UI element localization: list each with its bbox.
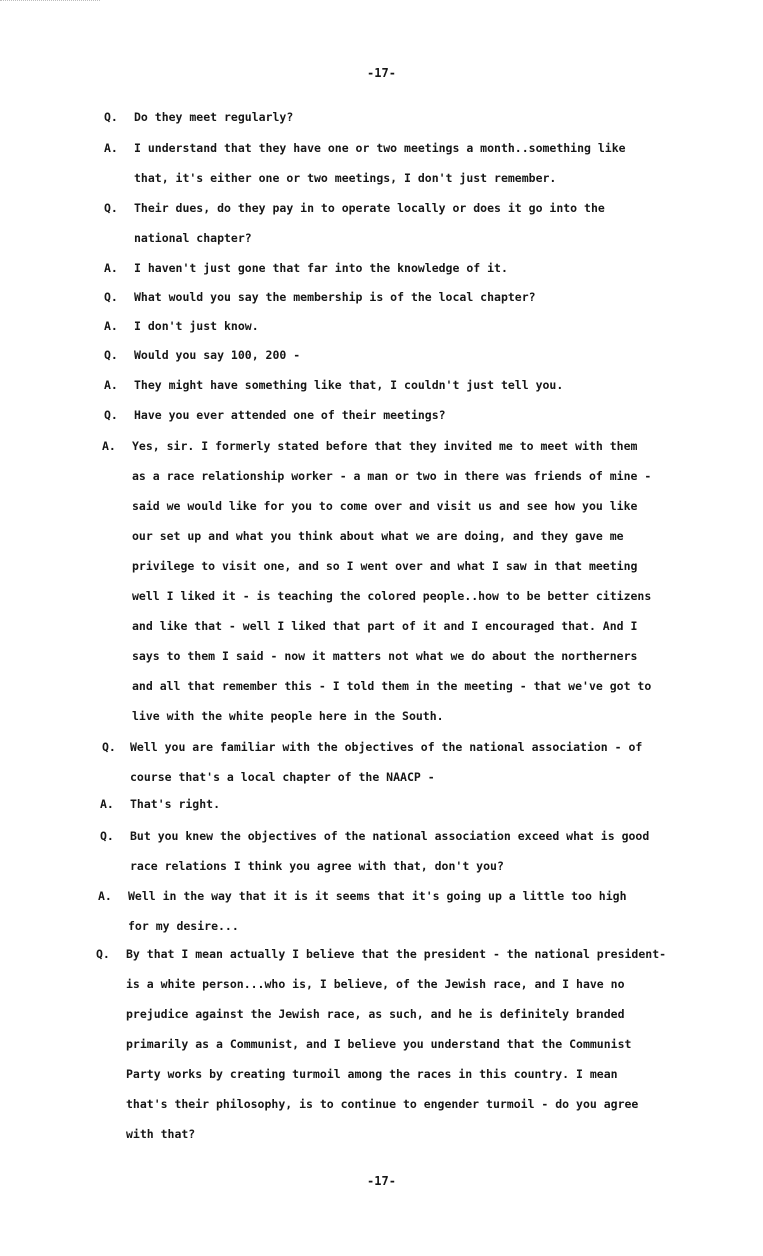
text-line: live with the white people here in the South. (132, 709, 444, 723)
text-line: I understand that they have one or two meetings a month..something like (134, 141, 626, 155)
text-line: privilege to visit one, and so I went over and what I saw in that meeting (132, 559, 638, 573)
text-line: Well you are familiar with the objectives of the national association - of (130, 740, 643, 754)
speaker-label: Q. (104, 290, 118, 304)
page-number-top: -17- (367, 66, 396, 80)
text-line: They might have something like that, I couldn't just tell you. (134, 378, 564, 392)
text-line: with that? (126, 1127, 196, 1141)
speaker-label: A. (102, 439, 116, 453)
text-line: Well in the way that it is it seems that it's going up a little too high (128, 889, 627, 903)
speaker-label: A. (104, 141, 118, 155)
speaker-label: Q. (100, 829, 114, 843)
text-line: that, it's either one or two meetings, I don't just remember. (134, 171, 557, 185)
text-line: I haven't just gone that far into the knowledge of it. (134, 261, 508, 275)
text-line: Do they meet regularly? (134, 110, 294, 124)
text-line: well I liked it - is teaching the colored people..how to be better citizens (132, 589, 652, 603)
speaker-label: Q. (104, 201, 118, 215)
text-line: But you knew the objectives of the national association exceed what is good (130, 829, 650, 843)
speaker-label: Q. (96, 947, 110, 961)
speaker-label: A. (104, 378, 118, 392)
text-line: That's right. (130, 797, 221, 811)
text-line: Their dues, do they pay in to operate locally or does it go into the (134, 201, 605, 215)
text-line: is a white person...who is, I believe, of the Jewish race, and I have no (126, 977, 625, 991)
text-line: By that I mean actually I believe that the president - the national president- (126, 947, 667, 961)
text-line: and all that remember this - I told them in the meeting - that we've got to (132, 679, 652, 693)
text-line: prejudice against the Jewish race, as such, and he is definitely branded (126, 1007, 625, 1021)
text-line: that's their philosophy, is to continue to engender turmoil - do you agree (126, 1097, 639, 1111)
speaker-label: A. (104, 261, 118, 275)
speaker-label: A. (98, 889, 112, 903)
speaker-label: Q. (104, 348, 118, 362)
speaker-label: A. (104, 319, 118, 333)
page-number-bottom: -17- (367, 1174, 396, 1188)
text-line: for my desire... (128, 919, 239, 933)
text-line: I don't just know. (134, 319, 259, 333)
text-line: Have you ever attended one of their meetings? (134, 408, 446, 422)
scan-edge-marks (0, 0, 100, 3)
text-line: said we would like for you to come over and visit us and see how you like (132, 499, 638, 513)
text-line: and like that - well I liked that part of it and I encouraged that. And I (132, 619, 638, 633)
text-line: as a race relationship worker - a man or two in there was friends of mine - (132, 469, 652, 483)
text-line: says to them I said - now it matters not what we do about the northerners (132, 649, 638, 663)
text-line: national chapter? (134, 231, 252, 245)
speaker-label: A. (100, 797, 114, 811)
text-line: Party works by creating turmoil among the races in this country. I mean (126, 1067, 618, 1081)
speaker-label: Q. (102, 740, 116, 754)
text-line: Yes, sir. I formerly stated before that they invited me to meet with them (132, 439, 638, 453)
text-line: Would you say 100, 200 - (134, 348, 301, 362)
speaker-label: Q. (104, 110, 118, 124)
text-line: race relations I think you agree with that, don't you? (130, 859, 504, 873)
text-line: primarily as a Communist, and I believe you understand that the Communist (126, 1037, 632, 1051)
text-line: our set up and what you think about what we are doing, and they gave me (132, 529, 624, 543)
speaker-label: Q. (104, 408, 118, 422)
text-line: course that's a local chapter of the NAACP - (130, 770, 435, 784)
text-line: What would you say the membership is of the local chapter? (134, 290, 536, 304)
